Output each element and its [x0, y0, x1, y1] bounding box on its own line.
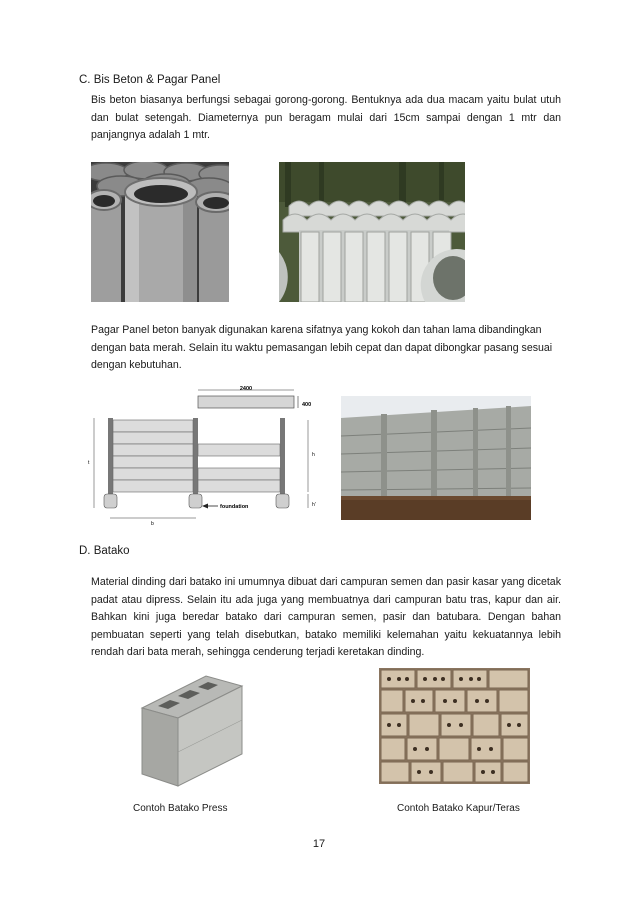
section-d-heading: D. Batako	[79, 545, 130, 557]
photo-concrete-panel-fence	[341, 396, 531, 520]
section-d-paragraph-1: Material dinding dari batako ini umumnya dibuat dari campuran semen dan pasir kasar yang dicetak padat atau dipress. Selain itu ada juga yang membuatnya dari campuran batu tras, kapur dan air. Bahkan kini juga beredar batako dari campuran semen, pasir dan batubara. Dengan bahan pembuatan seperti yang telah disebutkan, batako memiliki kelemahan yaitu kekuatannya lebih rendah dari bata merah, sehingga cenderung terjadi keretakan dinding.	[91, 576, 561, 659]
dimension-b-label: b	[151, 521, 154, 527]
dimension-width-label: 2400	[239, 386, 253, 392]
photo-round-concrete-pipes	[91, 162, 229, 302]
photo-batako-press	[128, 668, 246, 790]
dimension-h-prime-label: h'	[312, 502, 316, 508]
foundation-label: foundation	[220, 504, 249, 510]
page-number: 17	[312, 838, 326, 850]
section-c-heading: C. Bis Beton & Pagar Panel	[79, 74, 221, 86]
dimension-h-label: h	[312, 452, 315, 458]
caption-batako-press: Contoh Batako Press	[133, 803, 228, 814]
dimension-t-label: t	[88, 460, 90, 466]
caption-batako-kapur-teras: Contoh Batako Kapur/Teras	[397, 803, 520, 814]
dimension-panel-height-label: 400	[302, 402, 312, 408]
section-c-paragraph-1: Bis beton biasanya berfungsi sebagai gorong-gorong. Bentuknya ada dua macam yaitu bulat utuh dan bulat setengah. Diameternya pun beragam mulai dari 15cm sampai dengan 1 mtr dan panjangnya adalah 1 mtr.	[91, 94, 561, 142]
photo-batako-kapur-teras	[379, 668, 530, 784]
panel-fence-diagram	[86, 384, 326, 530]
photo-half-concrete-pipes	[279, 162, 465, 302]
section-c-paragraph-2: Pagar Panel beton banyak digunakan karena sifatnya yang kokoh dan tahan lama dibandingkan dengan bata merah. Selain itu waktu pemasangan lebih cepat dan dapat dibongkar pasang sesuai dengan kebutuhan.	[91, 324, 553, 372]
